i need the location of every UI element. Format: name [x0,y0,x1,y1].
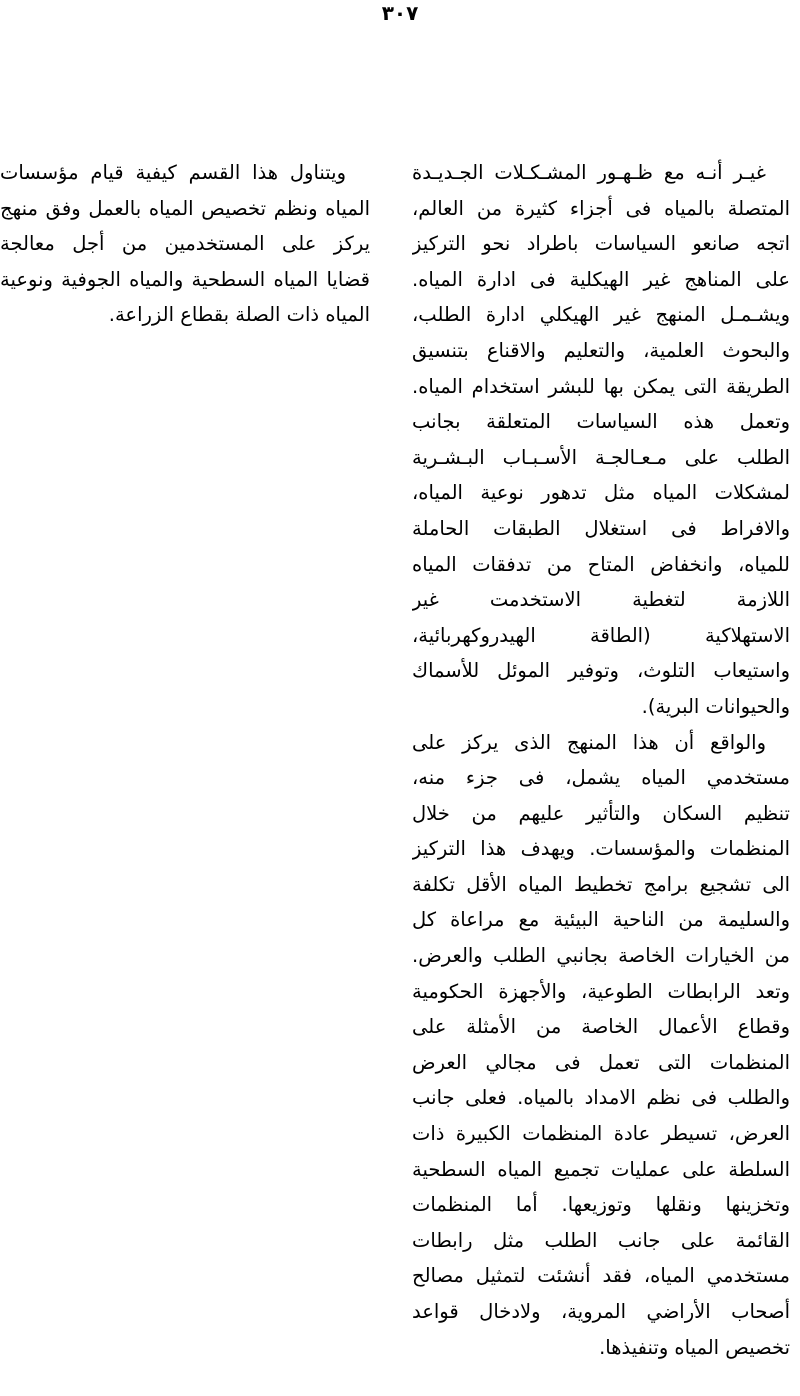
text-line: والبحوث العلمية، والتعليم والاقناع بتنسيق [412,338,790,362]
text-line: لمشكلات المياه مثل تدهور نوعية المياه، [412,481,790,505]
text-line: المياه ونظم تخصيص المياه بالعمل وفق منهج [0,196,370,220]
text-line: ويتناول هذا القسم كيفية قيام مؤسسات [0,161,346,184]
text-line: السلطة على عمليات تجميع المياه السطحية [412,1157,790,1181]
text-line: المتصلة بالمياه فى أجزاء كثيرة من العالم، [412,196,790,220]
text-line: مستخدمي المياه، فقد أنشئت لتمثيل مصالح [412,1264,790,1288]
text-line: أصحاب الأراضي المروية، ولادخال قواعد [412,1300,790,1323]
text-line: وقطاع الأعمال الخاصة من الأمثلة على [412,1015,790,1039]
right-text-column [412,155,790,1365]
text-line: المنظمات والمؤسسات. ويهدف هذا التركيز [412,837,790,861]
text-line: الطلب على مـعـالجـة الأسـبـاب البـشـرية [412,445,790,469]
text-line: تنظيم السكان والتأثير عليهم من خلال [412,801,790,825]
text-line: الطريقة التى يمكن بها للبشر استخدام المياه. [412,374,790,398]
text-line: وتخزينها ونقلها وتوزيعها. أما المنظمات [412,1193,790,1217]
text-line: والافراط فى استغلال الطبقات الحاملة [412,516,790,540]
text-line: وتعد الرابطات الطوعية، والأجهزة الحكومية [412,979,790,1003]
text-line: الاستهلاكية (الطاقة الهيدروكهربائية، [412,623,790,647]
text-line: العرض، تسيطر عادة المنظمات الكبيرة ذات [412,1122,790,1146]
text-line: تخصيص المياه وتنفيذها. [599,1335,790,1359]
text-line: اتجه صانعو السياسات باطراد نحو التركيز [412,232,790,256]
text-line: من الخيارات الخاصة بجانبي الطلب والعرض. [412,944,790,968]
text-line: يركز على المستخدمين من أجل معالجة [0,232,370,256]
text-line: واستيعاب التلوث، وتوفير الموئل للأسماك [412,659,790,683]
text-line: على المناهج غير الهيكلية فى ادارة المياه. [412,267,790,291]
text-line: للمياه، وانخفاض المتاح من تدفقات المياه [412,552,790,576]
text-line: والطلب فى نظم الامداد بالمياه. فعلى جانب [412,1086,790,1110]
page-number: ٣٠٧ [381,1,419,25]
text-line: قضايا المياه السطحية والمياه الجوفية ونوعية [0,267,370,291]
text-line: والواقع أن هذا المنهج الذى يركز على [412,730,766,754]
text-line: ويشـمـل المنهج غير الهيكلي ادارة الطلب، [412,303,790,327]
text-line: غيـر أنـه مع ظـهـور المشـكـلات الجـديـدة [412,161,766,184]
text-line: والسليمة من الناحية البيئية مع مراعاة كل [412,908,790,932]
text-line: المياه ذات الصلة بقطاع الزراعة. [108,303,370,327]
text-line: اللازمة لتغطية الاستخدمت غير [412,588,790,612]
left-text-column [0,155,370,333]
text-line: المنظمات التى تعمل فى مجالي العرض [412,1050,790,1074]
text-line: القائمة على جانب الطلب مثل رابطات [412,1228,790,1252]
text-line: وتعمل هذه السياسات المتعلقة بجانب [412,410,790,434]
text-line: مستخدمي المياه يشمل، فى جزء منه، [412,766,790,790]
text-line: والحيوانات البرية). [641,694,790,718]
text-line: الى تشجيع برامج تخطيط المياه الأقل تكلفة [412,872,790,896]
